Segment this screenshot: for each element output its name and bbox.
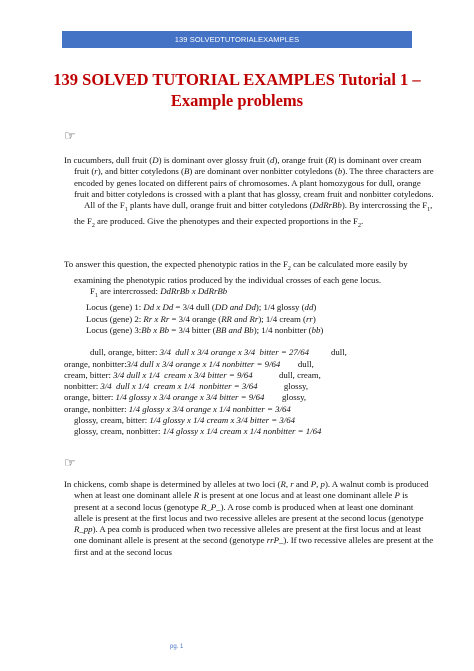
locus-3: Locus (gene) 3:Bb x Bb = 3/4 bitter (BB and Bb); 1/4 nonbitter (bb) bbox=[86, 324, 324, 335]
ratio-line-6: orange, nonbitter: 1/4 glossy x 3/4 orange x 1/4 nonbitter = 3/64 bbox=[64, 403, 291, 414]
answer-1 bbox=[64, 259, 434, 438]
f1-intercross: $F_1$ are intercrossed: DdRrBb x DdRrBb bbox=[90, 286, 228, 300]
page-number: pg. 1 bbox=[170, 644, 184, 650]
locus-2: Locus (gene) 2: Rr x Rr = 3/4 orange (RR and Rr); 1/4 cream (rr) bbox=[86, 313, 316, 324]
title-line-1: 139 SOLVED TUTORIAL EXAMPLES Tutorial 1 – bbox=[53, 70, 421, 89]
pointing-hand-icon: ☞ bbox=[64, 128, 76, 143]
problem-1-paragraph-2: All of the $F_1$ plants have dull, orange fruit and bitter cotyledons (DdRrBb). By intercrossing the $F_1$, the $F_2$ are produced. Give the phenotypes and their expected proportions in the $F_2$. bbox=[74, 200, 433, 229]
pointing-hand-icon-2: ☞ bbox=[64, 455, 76, 470]
ratio-line-4: nonbitter: 3/4 dull x 1/4 cream x 1/4 nonbitter = 3/64 glossy, bbox=[64, 381, 309, 392]
answer-intro: To answer this question, the expected phenotypic ratios in the $F_2$ can be calculated more easily by examining the phenotypic ratios produced by the individual crosses of each gene locus. bbox=[64, 259, 408, 286]
title-line-2: Example problems bbox=[170, 91, 304, 110]
problem-1-paragraph-1: In cucumbers, dull fruit (D) is dominant over glossy fruit (d), orange fruit (R) is dominant over cream fruit (r), and bitter cotyledons (B) are dominant over nonbitter cotyledons (b). The three characters are encoded by genes located on different pairs of chromosomes. A plant homozygous for dull, orange fruit and bitter cotyledons is crossed with a plant that has glossy, cream fruit and nonbitter cotyledons. bbox=[64, 155, 434, 199]
ratio-line-2: orange, nonbitter:3/4 dull x 3/4 orange x 1/4 nonbitter = 9/64 dull, bbox=[64, 358, 314, 369]
page-title bbox=[50, 69, 424, 111]
header-banner: 139 SOLVEDTUTORIALEXAMPLES bbox=[62, 31, 412, 48]
ratio-line-8: glossy, cream, nonbitter: 1/4 glossy x 1/4 cream x 1/4 nonbitter = 1/64 bbox=[74, 426, 322, 437]
ratio-line-1: dull, orange, bitter: 3/4 dull x 3/4 orange x 3/4 bitter = 27/64 dull, bbox=[90, 347, 347, 358]
problem-1 bbox=[64, 155, 434, 232]
ratio-line-7: glossy, cream, bitter: 1/4 glossy x 1/4 cream x 3/4 bitter = 3/64 bbox=[74, 415, 296, 426]
ratio-line-5: orange, bitter: 1/4 glossy x 3/4 orange x 3/4 bitter = 9/64 glossy, bbox=[64, 392, 307, 403]
ratio-line-3: cream, bitter: 3/4 dull x 1/4 cream x 3/4 bitter = 9/64 dull, cream, bbox=[64, 369, 321, 380]
locus-1: Locus (gene) 1: Dd x Dd = 3/4 dull (DD and Dd); 1/4 glossy (dd) bbox=[86, 302, 317, 313]
problem-2 bbox=[64, 479, 434, 558]
problem-2-paragraph: In chickens, comb shape is determined by alleles at two loci (R, r and P, p). A walnut comb is produced when at least one dominant allele R is present at one locus and at least one dominant allele P is present at a second locus (genotype R_P_). A rose comb is produced when at least one dominant allele is present at the first locus and two recessive alleles are present at the second locus (genotype R_pp). A pea comb is produced when two recessive alleles are present at the first locus and at least one dominant allele is present at the second (genotype rrP_). If two recessive alleles are present at the first and at the second locus bbox=[64, 479, 434, 557]
